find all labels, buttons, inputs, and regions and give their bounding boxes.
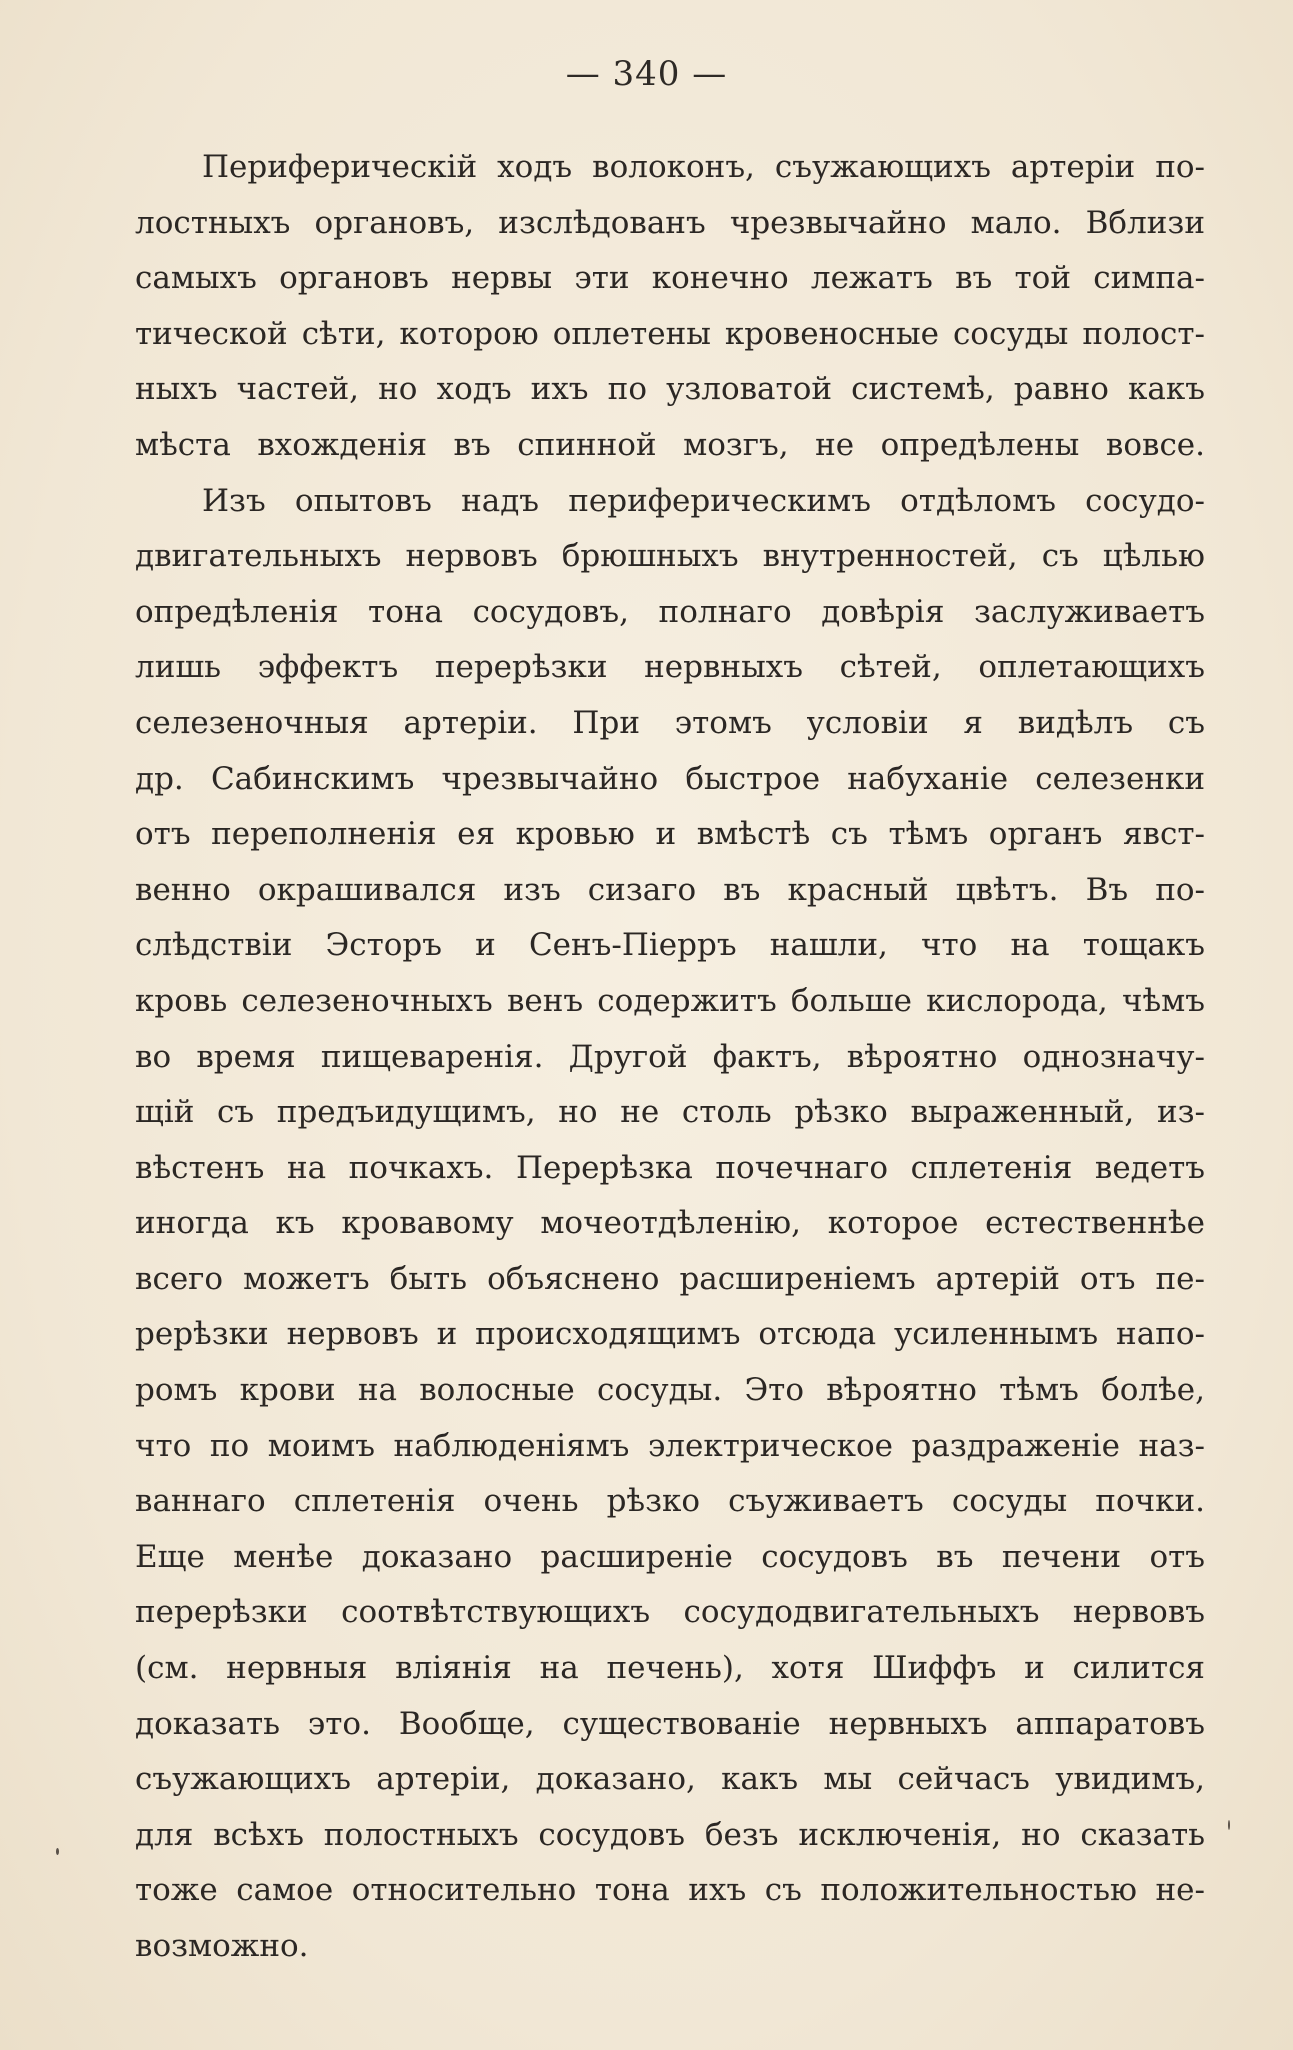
text-line: опредѣленiя тона сосудовъ, полнаго довѣрiя заслуживаетъ [135, 593, 1205, 630]
text-line: тической сѣти, которою оплетены кровеносные сосуды полост- [135, 315, 1205, 352]
text-line: съужающихъ артерiи, доказано, какъ мы сейчасъ увидимъ, [135, 1761, 1205, 1798]
text-line: во время пищеваренiя. Другой фактъ, вѣроятно однозначу- [135, 1038, 1205, 1075]
text-line: лостныхъ органовъ, изслѣдованъ чрезвычайно мало. Вблизи [135, 204, 1205, 241]
ink-speck [1228, 1820, 1230, 1830]
text-line: Изъ опытовъ надъ периферическимъ отдѣломъ сосудо- [202, 482, 1205, 519]
text-line: щiй съ предъидущимъ, но не столь рѣзко выраженный, из- [135, 1094, 1205, 1131]
text-line: мѣста вхожденiя въ спинной мозгъ, не опредѣлены вовсе. [135, 426, 1205, 463]
text-line: самыхъ органовъ нервы эти конечно лежатъ въ той симпа- [135, 260, 1205, 297]
text-line: двигательныхъ нервовъ брюшныхъ внутренностей, съ цѣлью [135, 538, 1205, 575]
text-line: для всѣхъ полостныхъ сосудовъ безъ исключенiя, но сказать [135, 1816, 1205, 1853]
body-text [135, 140, 1205, 1975]
text-line: слѣдствiи Эсторъ и Сенъ-Пiерръ нашли, что на тощакъ [135, 927, 1205, 964]
text-line: ныхъ частей, но ходъ ихъ по узловатой системѣ, равно какъ [135, 371, 1205, 408]
text-line: Еще менѣе доказано расширенiе сосудовъ въ печени отъ [135, 1538, 1205, 1575]
text-line: тоже самое относительно тона ихъ съ положительностью не- [135, 1872, 1205, 1909]
text-line: венно окрашивался изъ сизаго въ красный цвѣтъ. Въ по- [135, 871, 1205, 908]
text-line: (см. нервныя влiянiя на печень), хотя Шиффъ и силится [135, 1650, 1205, 1687]
text-line: Периферическiй ходъ волоконъ, съужающихъ артерiи по- [202, 149, 1205, 185]
page-number: — 340 — [565, 54, 728, 94]
text-line: возможно. [135, 1928, 309, 1964]
text-line: лишь эффектъ перерѣзки нервныхъ сѣтей, оплетающихъ [135, 649, 1205, 686]
text-line: вѣстенъ на почкахъ. Перерѣзка почечнаго сплетенiя ведетъ [135, 1149, 1205, 1186]
text-line: доказать это. Вообще, существованiе нервныхъ аппаратовъ [135, 1705, 1205, 1742]
text-line: ромъ крови на волосные сосуды. Это вѣроятно тѣмъ болѣе, [135, 1372, 1205, 1409]
ink-speck [56, 1848, 59, 1855]
text-line: рерѣзки нервовъ и происходящимъ отсюда усиленнымъ напо- [135, 1316, 1205, 1353]
text-line: иногда къ кровавому мочеотдѣленiю, которое естественнѣе [135, 1205, 1205, 1242]
text-line: всего можетъ быть объяснено расширенiемъ артерiй отъ пе- [135, 1260, 1205, 1297]
text-line: отъ переполненiя ея кровью и вмѣстѣ съ тѣмъ органъ явст- [135, 816, 1205, 853]
text-line: ваннаго сплетенiя очень рѣзко съуживаетъ сосуды почки. [135, 1483, 1205, 1520]
text-line: селезеночныя артерiи. При этомъ условiи я видѣлъ съ [135, 704, 1205, 741]
text-line: перерѣзки соотвѣтствующихъ сосудодвигательныхъ нервовъ [135, 1594, 1205, 1631]
text-line: кровь селезеночныхъ венъ содержитъ больше кислорода, чѣмъ [135, 982, 1205, 1019]
text-line: что по моимъ наблюденiямъ электрическое раздраженiе наз- [135, 1427, 1205, 1464]
text-line: др. Сабинскимъ чрезвычайно быстрое набуханiе селезенки [135, 760, 1205, 797]
